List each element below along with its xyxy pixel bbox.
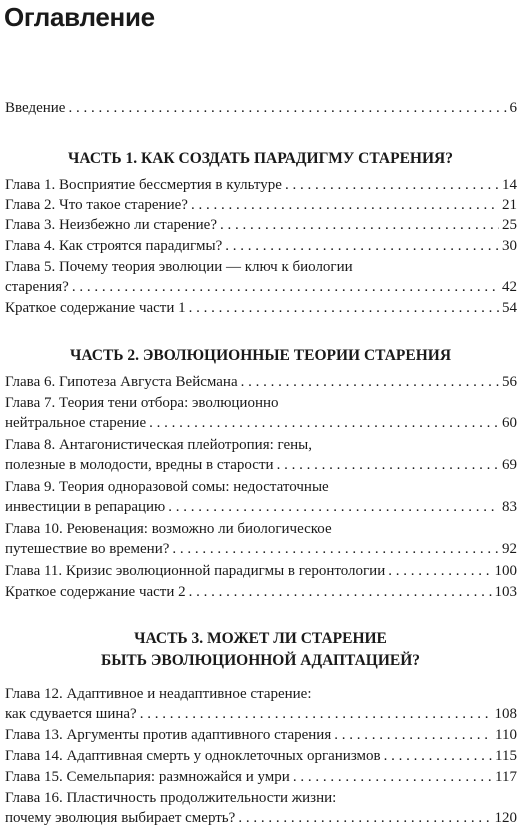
toc-page-number: 83 <box>502 499 517 515</box>
toc-entry-label: Глава 14. Адаптивная смерть у одноклеточных организмов <box>5 748 381 764</box>
toc-entry-line[interactable]: Глава 7. Теория тени отбора: эволюционно <box>5 395 279 411</box>
toc-entry[interactable] <box>5 414 517 432</box>
toc-page-number: 21 <box>502 197 517 213</box>
toc-entry-intro[interactable] <box>5 99 517 117</box>
toc-entry-line[interactable]: Глава 12. Адаптивное и неадаптивное старение: <box>5 686 312 702</box>
toc-entry[interactable] <box>5 299 517 317</box>
dot-leader <box>388 562 491 580</box>
toc-page-number: 115 <box>495 748 517 764</box>
toc-page-number: 14 <box>502 177 517 193</box>
toc-entry[interactable] <box>5 768 517 786</box>
toc-entry-label: Глава 1. Восприятие бессмертия в культуре <box>5 177 282 193</box>
toc-entry[interactable] <box>5 562 517 580</box>
toc-entry-line[interactable]: Глава 5. Почему теория эволюции — ключ к биологии <box>5 259 353 275</box>
dot-leader <box>72 278 499 296</box>
toc-page-number: 103 <box>494 584 517 600</box>
toc-entry[interactable] <box>5 278 517 296</box>
toc-entry[interactable] <box>5 176 517 194</box>
toc-page-number: 92 <box>502 541 517 557</box>
toc-entry-label: нейтральное старение <box>5 415 147 431</box>
dot-leader <box>277 456 499 474</box>
toc-entry[interactable] <box>5 456 517 474</box>
toc-entry-label: Краткое содержание части 2 <box>5 584 186 600</box>
toc-entry-line[interactable]: Глава 8. Антагонистическая плейотропия: гены, <box>5 437 312 453</box>
dot-leader <box>189 583 492 601</box>
dot-leader <box>168 498 499 516</box>
toc-page-number: 54 <box>502 300 517 316</box>
toc-page-number: 110 <box>495 727 517 743</box>
toc-entry[interactable] <box>5 237 517 255</box>
dot-leader <box>191 196 499 214</box>
dot-leader <box>285 176 499 194</box>
toc-page-number: 108 <box>494 706 517 722</box>
toc-entry[interactable] <box>5 726 517 744</box>
part-heading-3-line-2: БЫТЬ ЭВОЛЮЦИОННОЙ АДАПТАЦИЕЙ? <box>100 652 421 669</box>
toc-entry-label: полезные в молодости, вредны в старости <box>5 457 274 473</box>
toc-entry-line[interactable]: Глава 16. Пластичность продолжительности жизни: <box>5 790 337 806</box>
toc-entry[interactable] <box>5 705 517 723</box>
toc-entry[interactable] <box>5 498 517 516</box>
toc-entry-label: Глава 4. Как строятся парадигмы? <box>5 238 223 254</box>
toc-entry[interactable] <box>5 809 517 827</box>
toc-page-number: 100 <box>494 563 517 579</box>
toc-entry-label: путешествие во времени? <box>5 541 170 557</box>
toc-page-number: 117 <box>495 769 517 785</box>
toc-entry-label: Краткое содержание части 1 <box>5 300 186 316</box>
toc-entry-label: Глава 3. Неизбежно ли старение? <box>5 217 217 233</box>
dot-leader <box>225 237 499 255</box>
toc-page-number: 69 <box>502 457 517 473</box>
toc-entry-label: как сдувается шина? <box>5 706 137 722</box>
dot-leader <box>293 768 492 786</box>
page-title: Оглавление <box>4 2 155 32</box>
dot-leader <box>149 414 499 432</box>
dot-leader <box>241 373 499 391</box>
toc-page-number: 6 <box>509 100 517 116</box>
toc-page-number: 60 <box>502 415 517 431</box>
dot-leader <box>220 216 499 234</box>
toc-entry[interactable] <box>5 540 517 558</box>
toc-entry-label: Введение <box>5 100 66 116</box>
toc-entry-label: инвестиции в репарацию <box>5 499 166 515</box>
dot-leader <box>140 705 492 723</box>
part-heading-1: ЧАСТЬ 1. КАК СОЗДАТЬ ПАРАДИГМУ СТАРЕНИЯ? <box>68 150 453 167</box>
toc-entry-label: Глава 11. Кризис эволюционной парадигмы в геронтологии <box>5 563 386 579</box>
toc-entry-label: почему эволюция выбирает смерть? <box>5 810 236 826</box>
toc-entry[interactable] <box>5 583 517 601</box>
toc-page-number: 42 <box>502 279 517 295</box>
toc-entry[interactable] <box>5 373 517 391</box>
toc-page-number: 56 <box>502 374 517 390</box>
dot-leader <box>172 540 499 558</box>
toc-entry[interactable] <box>5 196 517 214</box>
toc-entry-label: старения? <box>5 279 69 295</box>
dot-leader <box>384 747 492 765</box>
part-heading-3: ЧАСТЬ 3. МОЖЕТ ЛИ СТАРЕНИЕ <box>134 630 387 647</box>
dot-leader <box>238 809 491 827</box>
part-heading-2: ЧАСТЬ 2. ЭВОЛЮЦИОННЫЕ ТЕОРИИ СТАРЕНИЯ <box>69 347 452 364</box>
dot-leader <box>334 726 492 744</box>
toc-entry[interactable] <box>5 216 517 234</box>
toc-entry-label: Глава 6. Гипотеза Августа Вейсмана <box>5 374 238 390</box>
toc-entry-label: Глава 2. Что такое старение? <box>5 197 188 213</box>
toc-page-number: 30 <box>502 238 517 254</box>
toc-entry-line[interactable]: Глава 10. Реювенация: возможно ли биологическое <box>5 521 332 537</box>
toc-entry-label: Глава 15. Семельпария: размножайся и умри <box>5 769 290 785</box>
dot-leader <box>189 299 499 317</box>
toc-entry-label: Глава 13. Аргументы против адаптивного старения <box>5 727 332 743</box>
toc-page-number: 120 <box>494 810 517 826</box>
toc-page-number: 25 <box>502 217 517 233</box>
toc-entry-line[interactable]: Глава 9. Теория одноразовой сомы: недостаточные <box>5 479 329 495</box>
dot-leader <box>68 99 506 117</box>
toc-entry[interactable] <box>5 747 517 765</box>
